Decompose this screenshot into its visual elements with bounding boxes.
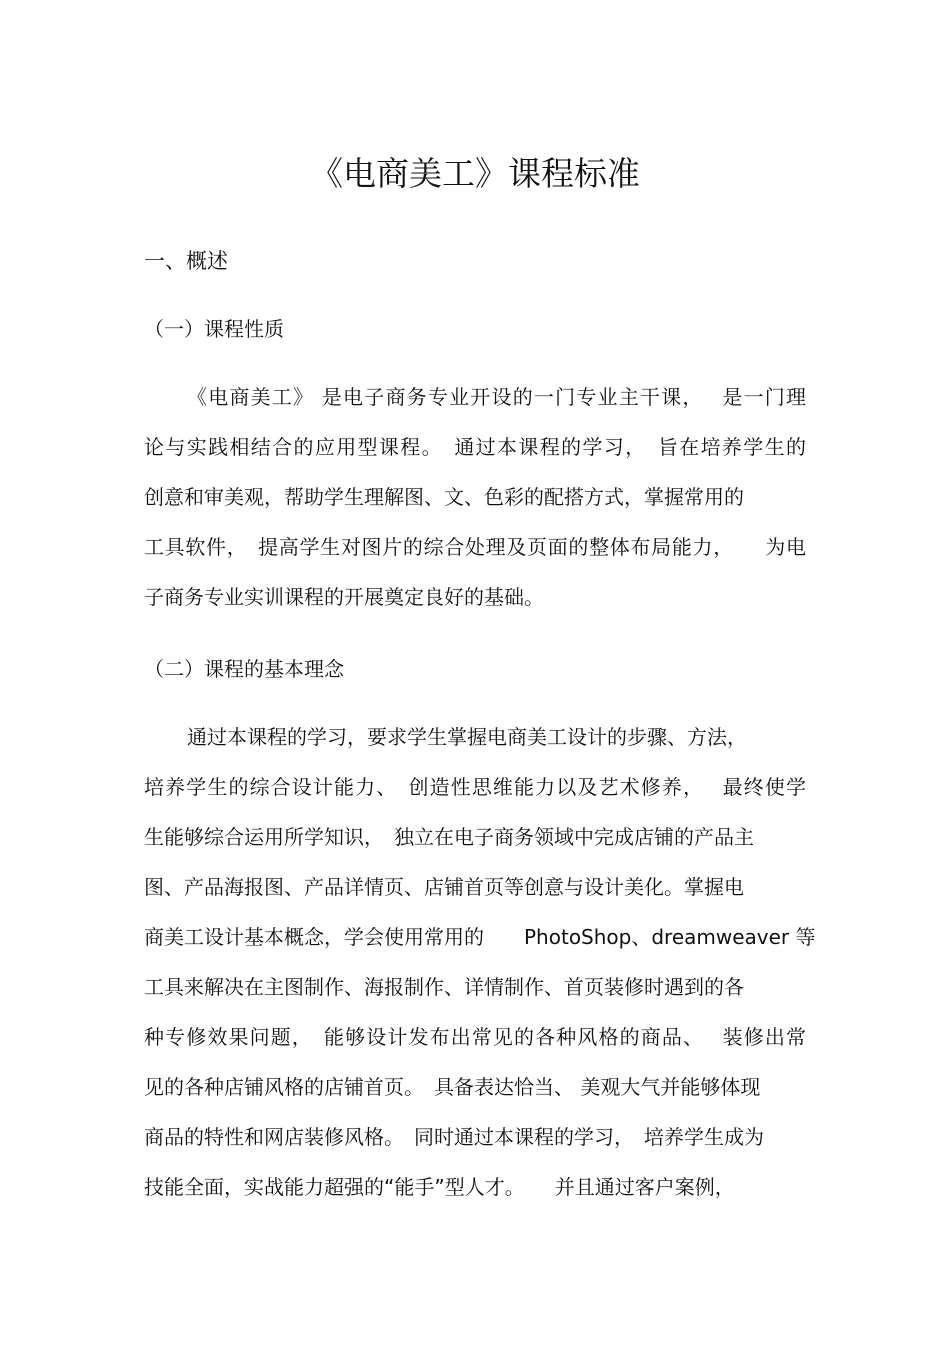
paragraph-line: 种专修效果问题， 能够设计发布出常见的各种风格的商品、 装修出常 (144, 1025, 806, 1049)
document-title: 《电商美工》课程标准 (310, 154, 640, 193)
paragraph-line: 子商务专业实训课程的开展奠定良好的基础。 (144, 585, 544, 609)
paragraph-line: 生能够综合运用所学知识， 独立在电子商务领域中完成店铺的产品主 (144, 825, 754, 849)
paragraph-line: 创意和审美观，帮助学生理解图、文、色彩的配搭方式，掌握常用的 (144, 485, 744, 509)
paragraph-line: 工具来解决在主图制作、海报制作、详情制作、首页装修时遇到的各 (144, 975, 744, 999)
section-heading-overview: 一、概述 (144, 249, 228, 273)
paragraph-line: 商美工设计基本概念，学会使用常用的 PhotoShop、dreamweaver 等 (144, 925, 816, 949)
paragraph-line: 通过本课程的学习，要求学生掌握电商美工设计的步骤、方法， (187, 725, 747, 749)
paragraph-line: 《电商美工》 是电子商务专业开设的一门专业主干课， 是一门理 (187, 385, 806, 409)
paragraph-line: 图、产品海报图、产品详情页、店铺首页等创意与设计美化。掌握电 (144, 875, 744, 899)
paragraph-line: 商品的特性和网店装修风格。 同时通过本课程的学习， 培养学生成为 (144, 1125, 764, 1149)
paragraph-line: 工具软件， 提高学生对图片的综合处理及页面的整体布局能力， 为电 (144, 535, 806, 559)
subsection-heading-course-nature: （一）课程性质 (144, 317, 284, 341)
subsection-heading-basic-concept: （二）课程的基本理念 (144, 657, 344, 681)
paragraph-line: 见的各种店铺风格的店铺首页。 具备表达恰当、 美观大气并能够体现 (144, 1075, 761, 1099)
paragraph-line: 技能全面，实战能力超强的“能手”型人才。 并且通过客户案例， (144, 1175, 735, 1199)
paragraph-line: 论与实践相结合的应用型课程。 通过本课程的学习， 旨在培养学生的 (144, 435, 806, 459)
paragraph-line: 培养学生的综合设计能力、 创造性思维能力以及艺术修养， 最终使学 (144, 775, 806, 799)
